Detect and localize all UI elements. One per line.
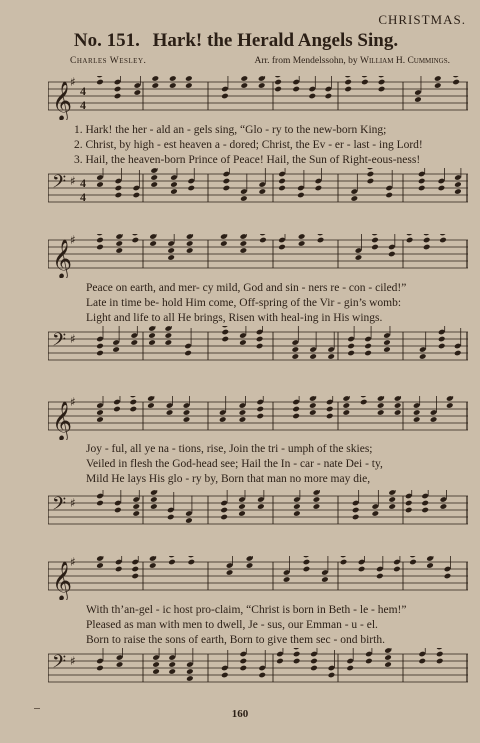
note-head (221, 326, 229, 328)
note-head (298, 234, 306, 240)
bass-clef-icon: 𝄢 (52, 171, 67, 197)
note-head (444, 573, 452, 580)
note-head (293, 510, 301, 517)
note-head (149, 562, 157, 569)
treble-clef-icon: 𝄞 (52, 239, 73, 278)
note-head (344, 76, 352, 78)
note-head (292, 413, 300, 420)
note-head (185, 517, 193, 524)
note-head (169, 76, 177, 82)
note-head (220, 514, 228, 521)
note-head (423, 244, 431, 251)
note-head (327, 353, 335, 360)
note-head (394, 402, 402, 409)
note-head (439, 237, 447, 244)
note-head (115, 566, 123, 573)
note-head (150, 174, 158, 181)
note-head (220, 507, 228, 514)
note-head (132, 234, 140, 236)
note-head (278, 178, 286, 185)
note-head (283, 576, 291, 583)
note-head (220, 240, 228, 247)
note-head (440, 503, 448, 510)
note-head (309, 402, 317, 409)
note-head (115, 247, 123, 254)
note-head (168, 556, 176, 558)
note-head (361, 76, 369, 78)
key-signature-sharp-icon: ♯ (70, 234, 76, 247)
note-head (384, 654, 392, 661)
note-head (298, 240, 306, 247)
note-head (378, 79, 386, 86)
note-head (383, 339, 391, 346)
bass-staff-system-2 (48, 326, 468, 370)
note-head (303, 566, 311, 573)
note-head (219, 416, 227, 423)
note-head (256, 406, 264, 413)
lyric-verse-2: 2. Christ, by high - est heaven a - dored; Christ, the Ev - er - last - ing Lord! (74, 139, 423, 151)
note-head (384, 661, 392, 668)
note-head (221, 672, 229, 679)
note-head (414, 96, 422, 103)
note-head (385, 192, 393, 199)
page-number: 160 (231, 708, 249, 720)
note-head (150, 496, 158, 503)
note-head (152, 668, 160, 675)
note-head (132, 237, 140, 244)
note-head (240, 195, 248, 202)
note-head (409, 559, 417, 566)
note-head (438, 343, 446, 350)
note-head (259, 237, 267, 244)
key-signature-sharp-icon: ♯ (70, 654, 76, 668)
note-head (96, 343, 104, 350)
note-head (309, 409, 317, 416)
note-head (313, 496, 321, 503)
note-head (167, 514, 175, 521)
section-heading: CHRISTMAS. (378, 12, 466, 27)
note-head (303, 556, 311, 558)
note-head (131, 573, 139, 580)
note-head (148, 339, 156, 346)
note-head (297, 192, 305, 199)
note-head (409, 556, 417, 558)
note-head (367, 178, 375, 185)
note-head (115, 240, 123, 247)
note-head (241, 76, 249, 82)
note-head (258, 672, 266, 679)
lyric-verse-3: 3. Hail, the heaven-born Prince of Peace! Hail, the Sun of Right-eous-ness! (74, 154, 421, 166)
note-head (112, 346, 120, 353)
note-head (355, 254, 363, 261)
note-head (114, 93, 122, 100)
treble-staff-system-3 (48, 396, 468, 440)
bass-staff-system-1 (48, 168, 468, 212)
note-head (321, 576, 329, 583)
note-head (221, 336, 229, 343)
note-head (256, 413, 264, 420)
treble-clef-icon: 𝄞 (52, 561, 73, 600)
note-head (239, 339, 247, 346)
note-head (150, 181, 158, 188)
note-head (423, 234, 431, 236)
key-signature-sharp-icon: ♯ (70, 76, 76, 89)
note-head (166, 409, 174, 416)
note-head (131, 566, 139, 573)
author-credit: Charles Wesley. (70, 56, 147, 66)
note-head (183, 409, 191, 416)
note-head (343, 402, 351, 409)
note-head (388, 503, 396, 510)
note-head (326, 406, 334, 413)
lyric-verse-2: Veiled in flesh the God-head see; Hail the In - car - nate Dei - ty, (86, 458, 383, 470)
note-head (310, 658, 318, 665)
note-head (223, 185, 231, 192)
bass-clef-icon: 𝄢 (52, 493, 67, 519)
note-head (148, 332, 156, 339)
bass-staff-system-3 (48, 490, 468, 534)
lyric-verse-3: Light and life to all He brings, Risen with heal-ing in His wings. (86, 312, 383, 324)
time-signature-digit: 4 (80, 84, 86, 98)
note-head (187, 185, 195, 192)
note-head (434, 82, 442, 89)
note-head (405, 507, 413, 514)
note-head (340, 556, 348, 558)
note-head (183, 416, 191, 423)
note-head (131, 339, 139, 346)
note-head (96, 350, 104, 357)
note-head (96, 562, 104, 569)
note-head (454, 350, 462, 357)
note-head (383, 346, 391, 353)
note-head (256, 336, 264, 343)
lyrics-system-3 (86, 442, 383, 487)
note-head (439, 234, 447, 236)
note-head (344, 86, 352, 93)
note-head (351, 195, 359, 202)
note-head (430, 416, 438, 423)
treble-clef-icon: 𝄞 (52, 401, 73, 440)
note-head (96, 237, 104, 244)
note-head (114, 507, 122, 514)
note-head (113, 406, 121, 413)
key-signature-sharp-icon: ♯ (70, 332, 76, 346)
note-head (423, 237, 431, 244)
note-head (96, 409, 104, 416)
bass-clef-icon: 𝄢 (52, 651, 67, 677)
note-head (292, 353, 300, 360)
arranger-credit (254, 56, 450, 66)
note-head (134, 89, 142, 96)
treble-staff-system-2 (48, 234, 468, 278)
lyric-verse-3: Mild He lays His glo - ry by, Born that man no more may die, (86, 473, 371, 485)
note-head (188, 556, 196, 558)
note-head (188, 559, 196, 566)
note-head (238, 510, 246, 517)
lyric-verse-3: Born to raise the sons of earth, Born to give them sec - ond birth. (86, 634, 385, 646)
note-head (317, 234, 325, 236)
note-head (152, 82, 160, 89)
note-head (371, 244, 379, 251)
note-head (352, 507, 360, 514)
note-head (438, 185, 446, 192)
note-head (167, 247, 175, 254)
note-head (167, 254, 175, 261)
note-head (394, 409, 402, 416)
note-head (344, 79, 352, 86)
note-head (378, 86, 386, 93)
note-head (377, 409, 385, 416)
hymn-number: No. 151. (73, 30, 140, 51)
note-head (303, 559, 311, 566)
note-head (413, 416, 421, 423)
note-head (152, 661, 160, 668)
note-head (438, 336, 446, 343)
note-head (421, 507, 429, 514)
note-head (419, 353, 427, 360)
note-head (96, 79, 104, 86)
note-head (186, 240, 194, 247)
note-head (116, 661, 124, 668)
lyric-verse-1: Joy - ful, all ye na - tions, rise, Join the tri - umph of the skies; (86, 443, 373, 455)
note-head (377, 402, 385, 409)
note-head (388, 251, 396, 258)
key-signature-sharp-icon: ♯ (70, 396, 76, 409)
note-head (147, 402, 155, 409)
note-head (452, 79, 460, 86)
note-head (257, 503, 265, 510)
note-head (115, 192, 123, 199)
note-head (132, 510, 140, 517)
note-head (343, 409, 351, 416)
note-head (367, 168, 375, 170)
note-head (325, 93, 333, 100)
note-head (168, 668, 176, 675)
arrangement-prefix: Arr. from Mendelssohn, by (254, 56, 358, 66)
note-head (241, 82, 249, 89)
note-head (114, 86, 122, 93)
note-head (274, 76, 282, 78)
note-head (418, 185, 426, 192)
note-head (132, 503, 140, 510)
note-head (367, 171, 375, 178)
time-signature-digit: 4 (80, 98, 86, 112)
arranger-name: William H. Cummings. (360, 56, 450, 66)
note-head (96, 234, 104, 236)
note-head (129, 396, 137, 398)
note-head (96, 181, 104, 188)
lyric-verse-2: Pleased as man with men to dwell, Je - sus, our Emman - u - el. (86, 619, 378, 631)
note-head (340, 559, 348, 566)
note-head (258, 82, 266, 89)
note-head (278, 185, 286, 192)
note-head (406, 237, 414, 244)
note-head (358, 566, 366, 573)
note-head (186, 247, 194, 254)
note-head (446, 402, 454, 409)
note-head (436, 648, 444, 650)
lyrics-system-1 (74, 123, 423, 168)
time-signature-digit: 4 (80, 190, 86, 204)
bass-clef-icon: 𝄢 (52, 329, 67, 355)
note-head (96, 416, 104, 423)
note-head (309, 353, 317, 360)
note-head (185, 82, 193, 89)
note-head (129, 399, 137, 406)
note-head (406, 234, 414, 236)
note-head (239, 416, 247, 423)
note-head (347, 343, 355, 350)
note-head (169, 82, 177, 89)
note-head (405, 500, 413, 507)
note-head (276, 658, 284, 665)
note-head (378, 76, 386, 78)
note-head (326, 413, 334, 420)
note-head (238, 503, 246, 510)
note-head (426, 562, 434, 569)
note-head (221, 329, 229, 336)
note-head (278, 244, 286, 251)
note-head (364, 343, 372, 350)
bass-staff-system-4 (48, 648, 468, 692)
lyrics-system-4 (86, 603, 407, 648)
hymn-title: Hark! the Herald Angels Sing. (152, 30, 399, 51)
note-head (328, 672, 336, 679)
note-head (372, 510, 380, 517)
note-head (452, 76, 460, 78)
note-head (413, 409, 421, 416)
treble-staff-system-4 (48, 556, 468, 600)
note-head (184, 350, 192, 357)
lyric-verse-1: With th’an-gel - ic host pro-claim, “Christ is born in Beth - le - hem!” (86, 604, 407, 616)
note-head (239, 409, 247, 416)
note-head (259, 234, 267, 236)
note-head (129, 406, 137, 413)
note-head (361, 79, 369, 86)
note-head (96, 665, 104, 672)
lyric-verse-1: Peace on earth, and mer- cy mild, God and sin - ners re - con - ciled!” (86, 282, 407, 294)
note-head (421, 500, 429, 507)
note-head (274, 86, 282, 93)
note-head (360, 396, 368, 398)
note-head (170, 188, 178, 195)
note-head (150, 503, 158, 510)
note-head (292, 86, 300, 93)
time-signature-digit: 4 (80, 176, 86, 190)
note-head (165, 339, 173, 346)
note-head (292, 346, 300, 353)
note-head (436, 658, 444, 665)
note-head (371, 237, 379, 244)
lyrics-system-2 (86, 281, 406, 326)
note-head (240, 247, 248, 254)
note-head (115, 185, 123, 192)
note-head (240, 240, 248, 247)
note-head (186, 675, 194, 682)
note-head (96, 244, 104, 251)
note-head (315, 185, 323, 192)
hymn-heading (0, 30, 480, 52)
note-head (436, 651, 444, 658)
note-head (313, 503, 321, 510)
note-head (96, 76, 104, 78)
treble-staff-system-1 (48, 76, 468, 120)
note-head (246, 562, 254, 569)
note-head (293, 648, 301, 650)
note-head (308, 93, 316, 100)
note-head (293, 651, 301, 658)
note-head (317, 237, 325, 244)
note-head (226, 569, 234, 576)
note-head (223, 178, 231, 185)
note-head (133, 192, 141, 199)
note-head (240, 658, 248, 665)
note-head (170, 181, 178, 188)
lyric-verse-2: Late in time be- hold Him come, Off-spring of the Vir - gin’s womb: (86, 297, 402, 309)
note-head (259, 188, 267, 195)
note-head (96, 500, 104, 507)
note-head (221, 93, 229, 100)
note-head (149, 240, 157, 247)
key-signature-sharp-icon: ♯ (70, 496, 76, 510)
note-head (365, 658, 373, 665)
note-head (186, 668, 194, 675)
key-signature-sharp-icon: ♯ (70, 174, 76, 188)
note-head (360, 399, 368, 406)
note-head (454, 188, 462, 195)
note-head (376, 573, 384, 580)
note-head (240, 665, 248, 672)
note-head (434, 76, 442, 82)
note-head (371, 234, 379, 236)
note-head (185, 76, 193, 82)
treble-clef-icon: 𝄞 (52, 81, 73, 120)
note-head (364, 350, 372, 357)
note-head (292, 406, 300, 413)
note-head (454, 181, 462, 188)
note-head (352, 514, 360, 521)
note-head (418, 658, 426, 665)
note-head (165, 332, 173, 339)
note-head (418, 178, 426, 185)
note-head (347, 350, 355, 357)
note-head (168, 661, 176, 668)
note-head (168, 559, 176, 566)
note-head (346, 665, 354, 672)
note-head (293, 503, 301, 510)
key-signature-sharp-icon: ♯ (70, 556, 76, 569)
note-head (388, 496, 396, 503)
note-head (310, 665, 318, 672)
note-head (393, 566, 401, 573)
note-head (256, 343, 264, 350)
note-head (293, 658, 301, 665)
note-head (152, 76, 160, 82)
note-head (274, 79, 282, 86)
lyric-verse-1: 1. Hark! the her - ald an - gels sing, “Glo - ry to the new-born King; (74, 124, 387, 136)
